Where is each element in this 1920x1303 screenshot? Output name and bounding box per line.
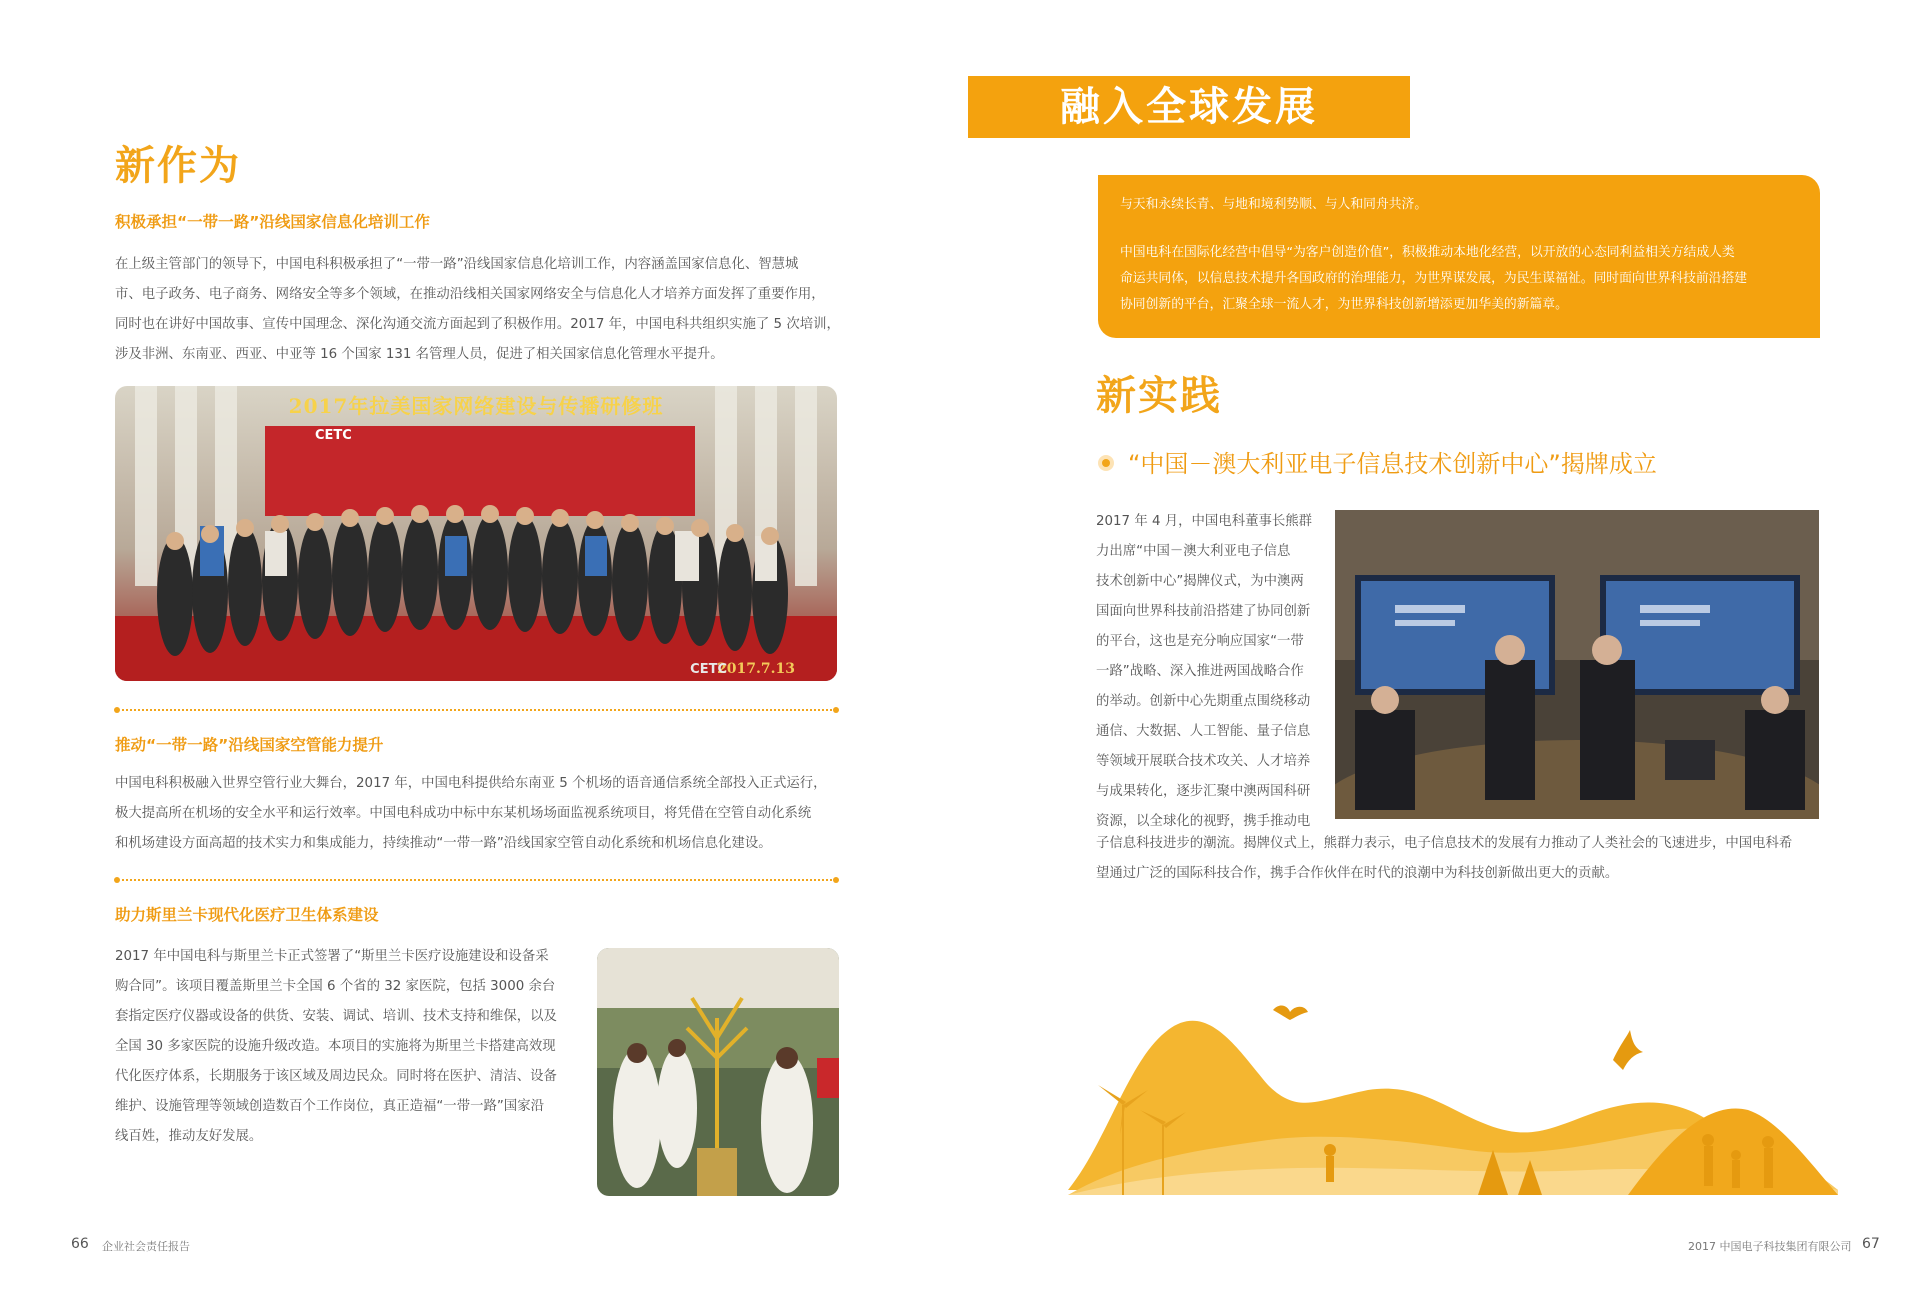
- signing-ceremony-photo: [1335, 510, 1819, 819]
- section3-line: 2017 年中国电科与斯里兰卡正式签署了“斯里兰卡医疗设施建设和设备采: [115, 949, 549, 964]
- global-development-banner: 融入全球发展: [968, 76, 1410, 138]
- sri-lanka-photo: [597, 948, 839, 1196]
- section1-line: 同时也在讲好中国故事、宣传中国理念、深化沟通交流方面起到了积极作用。2017 年，中国电科共组织实施了 5 次培训，: [115, 317, 840, 332]
- practice-line: 2017 年 4 月，中国电科董事长熊群: [1096, 514, 1313, 529]
- section1-line: 在上级主管部门的领导下，中国电科积极承担了“一带一路”沿线国家信息化培训工作，内容涵盖国家信息化、智慧城: [115, 257, 799, 272]
- practice-side-text: [1096, 507, 1318, 837]
- divider-dot: [833, 877, 839, 883]
- footer-right-label: 2017 中国电子科技集团有限公司: [1688, 1240, 1852, 1253]
- section2-body: [115, 769, 847, 859]
- heading-new-practice: 新实践: [1096, 373, 1222, 419]
- practice-line: 望通过广泛的国际科技合作，携手合作伙伴在时代的浪潮中为科技创新做出更大的贡献。: [1096, 866, 1619, 881]
- practice-line: 等领域开展联合技术攻关、人才培养: [1096, 754, 1311, 769]
- signing-ceremony-image: [1335, 510, 1819, 819]
- intro-box-line: 中国电科在国际化经营中倡导“为客户创造价值”，积极推动本地化经营，以开放的心态同利益相关方结成人类: [1120, 245, 1735, 260]
- practice-line: 国面向世界科技前沿搭建了协同创新: [1096, 604, 1311, 619]
- intro-box: [1098, 175, 1820, 338]
- section3-body: [115, 942, 585, 1152]
- practice-line: 资源，以全球化的视野，携手推动电: [1096, 814, 1311, 829]
- section2-line: 极大提高所在机场的安全水平和运行效率。中国电科成功中标中东某机场场面监视系统项目，将凭借在空管自动化系统: [115, 806, 812, 821]
- intro-box-line: 与天和永续长青、与地和境利势顺、与人和同舟共济。: [1120, 197, 1428, 212]
- divider-1: [117, 709, 836, 711]
- section3-line: 维护、设施管理等领域创造数百个工作岗位，真正造福“一带一路”国家沿: [115, 1099, 544, 1114]
- divider-dot: [114, 707, 120, 713]
- group-photo: [115, 386, 837, 681]
- footer-left-label: 企业社会责任报告: [102, 1240, 190, 1253]
- divider-dot: [833, 707, 839, 713]
- section3-line: 套指定医疗仪器或设备的供货、安装、调试、培训、技术支持和维保，以及: [115, 1009, 557, 1024]
- practice-line: 子信息科技进步的潮流。揭牌仪式上，熊群力表示，电子信息技术的发展有力推动了人类社会的飞速进步，中国电科希: [1096, 836, 1793, 851]
- section3-line: 线百姓，推动友好发展。: [115, 1129, 263, 1144]
- page-number-right: 67: [1862, 1236, 1880, 1252]
- practice-line: 与成果转化，逐步汇聚中澳两国科研: [1096, 784, 1311, 799]
- photo-banner-text: 2017年拉美国家网络建设与传播研修班: [288, 394, 664, 418]
- section3-title: 助力斯里兰卡现代化医疗卫生体系建设: [115, 906, 379, 924]
- intro-box-line: 协同创新的平台，汇聚全球一流人才，为世界科技创新增添更加华美的新篇章。: [1120, 297, 1568, 312]
- section1-body: [115, 250, 847, 370]
- practice-line: 力出席“中国－澳大利亚电子信息: [1096, 544, 1291, 559]
- section2-title: 推动“一带一路”沿线国家空管能力提升: [115, 736, 384, 754]
- section2-line: 和机场建设方面高超的技术实力和集成能力，持续推动“一带一路”沿线国家空管自动化系统和机场信息化建设。: [115, 836, 772, 851]
- section3-line: 全国 30 多家医院的设施升级改造。本项目的实施将为斯里兰卡搭建高效现: [115, 1039, 556, 1054]
- landscape-illustration: [1068, 990, 1838, 1195]
- divider-dot: [114, 877, 120, 883]
- bullet-title: “中国－澳大利亚电子信息技术创新中心”揭牌成立: [1128, 450, 1657, 478]
- landscape-image: [1068, 990, 1838, 1195]
- section1-title: 积极承担“一带一路”沿线国家信息化培训工作: [115, 213, 430, 231]
- practice-full-text: [1096, 829, 1826, 889]
- divider-2: [117, 879, 836, 881]
- section2-line: 中国电科积极融入世界空管行业大舞台，2017 年，中国电科提供给东南亚 5 个机场的语音通信系统全部投入正式运行，: [115, 776, 827, 791]
- heading-new-action: 新作为: [115, 143, 241, 189]
- photo-cetc-logo: CETC: [315, 428, 352, 443]
- photo-date: 2017.7.13: [717, 661, 795, 677]
- section3-line: 代化医疗体系，长期服务于该区域及周边民众。同时将在医护、清洁、设备: [115, 1069, 557, 1084]
- photo-cetc-stamp: CETC: [690, 662, 727, 677]
- bullet-icon: [1098, 455, 1114, 471]
- practice-line: 通信、大数据、人工智能、量子信息: [1096, 724, 1311, 739]
- practice-line: 技术创新中心”揭牌仪式，为中澳两: [1096, 574, 1304, 589]
- group-photo-image: [115, 386, 837, 681]
- section1-line: 市、电子政务、电子商务、网络安全等多个领域，在推动沿线相关国家网络安全与信息化人才培养方面发挥了重要作用，: [115, 287, 825, 302]
- practice-line: 的平台，这也是充分响应国家“一带: [1096, 634, 1304, 649]
- section3-line: 购合同”。该项目覆盖斯里兰卡全国 6 个省的 32 家医院，包括 3000 余台: [115, 979, 556, 994]
- practice-line: 一路”战略、深入推进两国战略合作: [1096, 664, 1304, 679]
- section1-line: 涉及非洲、东南亚、西亚、中亚等 16 个国家 131 名管理人员，促进了相关国家信息化管理水平提升。: [115, 347, 724, 362]
- intro-box-line: 命运共同体，以信息技术提升各国政府的治理能力，为世界谋发展，为民生谋福祉。同时面向世界科技前沿搭建: [1120, 271, 1748, 286]
- page-number-left: 66: [71, 1236, 89, 1252]
- practice-line: 的举动。创新中心先期重点围绕移动: [1096, 694, 1311, 709]
- sri-lanka-photo-image: [597, 948, 839, 1196]
